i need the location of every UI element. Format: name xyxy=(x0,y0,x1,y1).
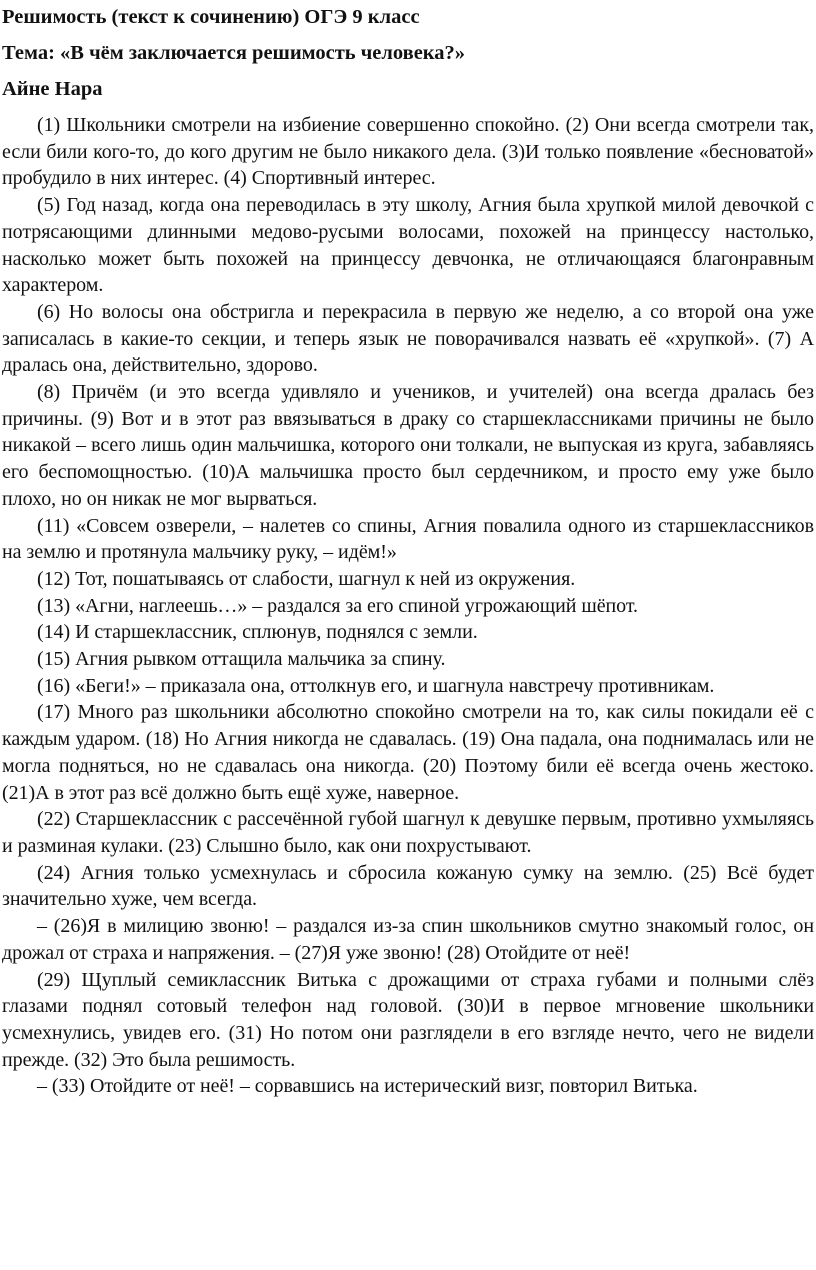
paragraph: (22) Старшеклассник с рассечённой губой шагнул к девушке первым, противно ухмыляясь и разминая кулаки. (23) Слышно было, как они похрустывают. xyxy=(2,808,814,857)
document-topic: Тема: «В чём заключается решимость человека?» xyxy=(2,42,466,64)
paragraph: (6) Но волосы она обстригла и перекрасила в первую же неделю, а со второй она уже записалась в какие-то секции, и теперь язык не поворачивался назвать её «хрупкой». (7) А дралась она, действительно, здорово. xyxy=(2,300,814,377)
paragraph: (11) «Совсем озверели, – налетев со спины, Агния повалила одного из старшеклассников на землю и протянула мальчику руку, – идём!» xyxy=(2,514,814,564)
paragraph: (16) «Беги!» – приказала она, оттолкнув его, и шагнула навстречу противникам. xyxy=(37,674,715,697)
paragraph: (13) «Агни, наглеешь…» – раздался за его спиной угрожающий шёпот. xyxy=(37,594,638,617)
paragraph: (17) Много раз школьники абсолютно спокойно смотрели на то, как силы покидали её с каждым ударом. (18) Но Агния никогда не сдавалась. (19) Она падала, она поднималась или не могла подняться, но не сдавалась она никогда. (20) Поэтому били её всегда очень жестоко. (21)А в этот раз всё должно быть ещё хуже, наверное. xyxy=(2,701,814,804)
paragraph: (29) Щуплый семиклассник Витька с дрожащими от страха губами и полными слёз глазами поднял сотовый телефон над головой. (30)И в первое мгновение школьники усмехнулись, увидев его. (31) Но потом они разглядели в его взгляде нечто, чего не видели прежде. (32) Это была решимость. xyxy=(2,968,814,1071)
document-body xyxy=(2,112,814,1100)
document-author: Айне Нара xyxy=(2,78,103,100)
paragraph: – (26)Я в милицию звоню! – раздался из-за спин школьников смутно знакомый голос, он дрожал от страха и напряжения. – (27)Я уже звоню! (28) Отойдите от неё! xyxy=(2,915,814,964)
paragraph: (14) И старшеклассник, сплюнув, поднялся с земли. xyxy=(37,621,478,644)
paragraph: – (33) Отойдите от неё! – сорвавшись на истерический визг, повторил Витька. xyxy=(37,1075,698,1098)
paragraph: (1) Школьники смотрели на избиение совершенно спокойно. (2) Они всегда смотрели так, если били кого-то, до кого другим не было никакого дела. (3)И только появление «бесноватой» пробудило в них интерес. (4) Спортивный интерес. xyxy=(2,114,814,190)
document-title: Решимость (текст к сочинению) ОГЭ 9 класс xyxy=(2,6,420,28)
paragraph: (5) Год назад, когда она переводилась в эту школу, Агния была хрупкой милой девочкой с потрясающими длинными медово-русыми волосами, похожей на принцессу настолько, насколько может быть похожей на принцессу девчонка, не отличающаяся благонравным характером. xyxy=(2,194,814,297)
paragraph: (24) Агния только усмехнулась и сбросила кожаную сумку на землю. (25) Всё будет значительно хуже, чем всегда. xyxy=(2,861,814,911)
paragraph: (8) Причём (и это всегда удивляло и учеников, и учителей) она всегда дралась без причины. (9) Вот и в этот раз ввязываться в драку со старшеклассниками причины не было никакой – всего лишь один мальчишка, которого они толкали, не выпуская из круга, забавляясь его беспомощностью. (10)А мальчишка просто был сердечником, и просто ему уже было плохо, но он никак не мог вырваться. xyxy=(2,381,814,510)
paragraph: (15) Агния рывком оттащила мальчика за спину. xyxy=(37,648,446,671)
paragraph: (12) Тот, пошатываясь от слабости, шагнул к ней из окружения. xyxy=(37,567,576,590)
